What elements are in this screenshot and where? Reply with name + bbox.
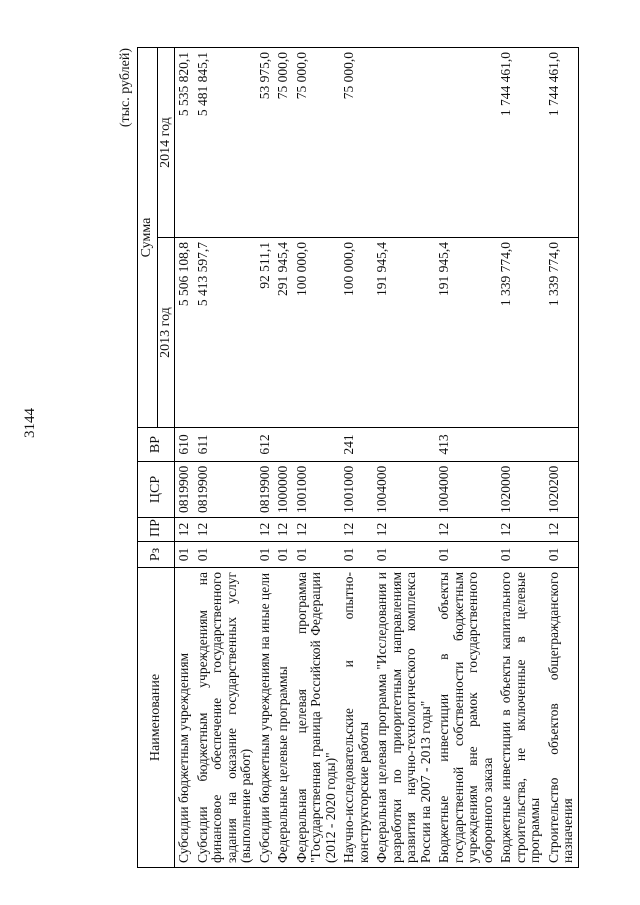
row-pr: 12 bbox=[373, 518, 435, 542]
row-pr: 12 bbox=[497, 518, 545, 542]
row-name: Федеральная целевая программа "Исследования и разработки по приоритетным направлениям развития научно-технологического комплекса России на 2007 - 2013 годы" bbox=[373, 568, 435, 868]
row-pr: 12 bbox=[545, 518, 579, 542]
row-sum-2013: 5 413 597,7 bbox=[194, 238, 256, 428]
header-sum: Сумма bbox=[138, 48, 158, 428]
row-sum-2014: 1 744 461,0 bbox=[545, 48, 579, 238]
row-csr: 1001000 bbox=[293, 462, 341, 518]
row-pr: 12 bbox=[340, 518, 373, 542]
row-rz: 01 bbox=[435, 542, 497, 568]
row-csr: 1020000 bbox=[497, 462, 545, 518]
row-pr: 12 bbox=[435, 518, 497, 542]
row-vr: 241 bbox=[340, 428, 373, 462]
row-sum-2013: 291 945,4 bbox=[274, 238, 293, 428]
row-name: Бюджетные инвестиции в объекты капитального строительства, не включенные в целевые программы bbox=[497, 568, 545, 868]
row-vr bbox=[373, 428, 435, 462]
row-name: Субсидии бюджетным учреждениям bbox=[175, 568, 194, 868]
header-year-2013: 2013 год bbox=[157, 238, 175, 428]
table-row bbox=[373, 48, 435, 868]
rotated-page-content bbox=[117, 48, 575, 868]
row-csr: 1000000 bbox=[274, 462, 293, 518]
row-vr: 612 bbox=[256, 428, 275, 462]
table-row bbox=[435, 48, 497, 868]
row-sum-2014: 75 000,0 bbox=[340, 48, 373, 238]
row-sum-2013: 1 339 774,0 bbox=[545, 238, 579, 428]
row-sum-2013: 100 000,0 bbox=[293, 238, 341, 428]
row-sum-2014: 5 535 820,1 bbox=[175, 48, 194, 238]
row-sum-2014 bbox=[373, 48, 435, 238]
header-vr: ВР bbox=[138, 428, 175, 462]
row-csr: 0819900 bbox=[256, 462, 275, 518]
row-rz: 01 bbox=[497, 542, 545, 568]
row-sum-2013: 5 506 108,8 bbox=[175, 238, 194, 428]
row-name: Субсидии бюджетным учреждениям на иные цели bbox=[256, 568, 275, 868]
row-csr: 1004000 bbox=[435, 462, 497, 518]
table-row bbox=[293, 48, 341, 868]
header-year-2014: 2014 год bbox=[157, 48, 175, 238]
row-name: Строительство объектов общегражданского назначения bbox=[545, 568, 579, 868]
row-name: Федеральные целевые программы bbox=[274, 568, 293, 868]
row-csr: 1020200 bbox=[545, 462, 579, 518]
row-sum-2013: 191 945,4 bbox=[373, 238, 435, 428]
row-rz: 01 bbox=[194, 542, 256, 568]
row-pr: 12 bbox=[194, 518, 256, 542]
unit-label: (тыс. рублей) bbox=[118, 48, 133, 128]
row-sum-2013: 100 000,0 bbox=[340, 238, 373, 428]
table-row bbox=[497, 48, 545, 868]
table-row bbox=[545, 48, 579, 868]
table-row bbox=[340, 48, 373, 868]
row-sum-2014: 75 000,0 bbox=[274, 48, 293, 238]
row-rz: 01 bbox=[256, 542, 275, 568]
row-vr bbox=[293, 428, 341, 462]
row-vr bbox=[545, 428, 579, 462]
header-name: Наименование bbox=[138, 568, 175, 868]
table-row bbox=[175, 48, 194, 868]
row-csr: 0819900 bbox=[194, 462, 256, 518]
row-pr: 12 bbox=[293, 518, 341, 542]
row-csr: 1004000 bbox=[373, 462, 435, 518]
row-rz: 01 bbox=[340, 542, 373, 568]
row-sum-2014: 1 744 461,0 bbox=[497, 48, 545, 238]
row-rz: 01 bbox=[293, 542, 341, 568]
row-rz: 01 bbox=[545, 542, 579, 568]
row-pr: 12 bbox=[256, 518, 275, 542]
row-name: Бюджетные инвестиции в объекты государственной собственности бюджетным учреждениям вне рамок государственного оборонного заказа bbox=[435, 568, 497, 868]
row-sum-2014: 75 000,0 bbox=[293, 48, 341, 238]
row-sum-2013: 191 945,4 bbox=[435, 238, 497, 428]
row-rz: 01 bbox=[373, 542, 435, 568]
row-pr: 12 bbox=[175, 518, 194, 542]
row-sum-2013: 1 339 774,0 bbox=[497, 238, 545, 428]
row-vr bbox=[274, 428, 293, 462]
header-rz: Рз bbox=[138, 542, 175, 568]
row-vr: 413 bbox=[435, 428, 497, 462]
row-name: Федеральная целевая программа "Государственная граница Российской Федерации (2012 - 2020 годы)" bbox=[293, 568, 341, 868]
budget-table bbox=[137, 47, 579, 868]
header-csr: ЦСР bbox=[138, 462, 175, 518]
row-name: Научно-исследовательские и опытно-конструкторские работы bbox=[340, 568, 373, 868]
row-sum-2014: 53 975,0 bbox=[256, 48, 275, 238]
table-row bbox=[194, 48, 256, 868]
row-sum-2014: 5 481 845,1 bbox=[194, 48, 256, 238]
table-row bbox=[274, 48, 293, 868]
row-name: Субсидии бюджетным учреждениям на финансовое обеспечение государственного задания на оказание государственных услуг (выполнение работ) bbox=[194, 568, 256, 868]
row-vr: 611 bbox=[194, 428, 256, 462]
row-rz: 01 bbox=[175, 542, 194, 568]
table-row bbox=[256, 48, 275, 868]
row-csr: 0819900 bbox=[175, 462, 194, 518]
header-pr: ПР bbox=[138, 518, 175, 542]
row-rz: 01 bbox=[274, 542, 293, 568]
page-number: 3144 bbox=[22, 408, 38, 438]
row-csr: 1001000 bbox=[340, 462, 373, 518]
row-sum-2014 bbox=[435, 48, 497, 238]
row-vr: 610 bbox=[175, 428, 194, 462]
row-pr: 12 bbox=[274, 518, 293, 542]
row-vr bbox=[497, 428, 545, 462]
row-sum-2013: 92 511,1 bbox=[256, 238, 275, 428]
